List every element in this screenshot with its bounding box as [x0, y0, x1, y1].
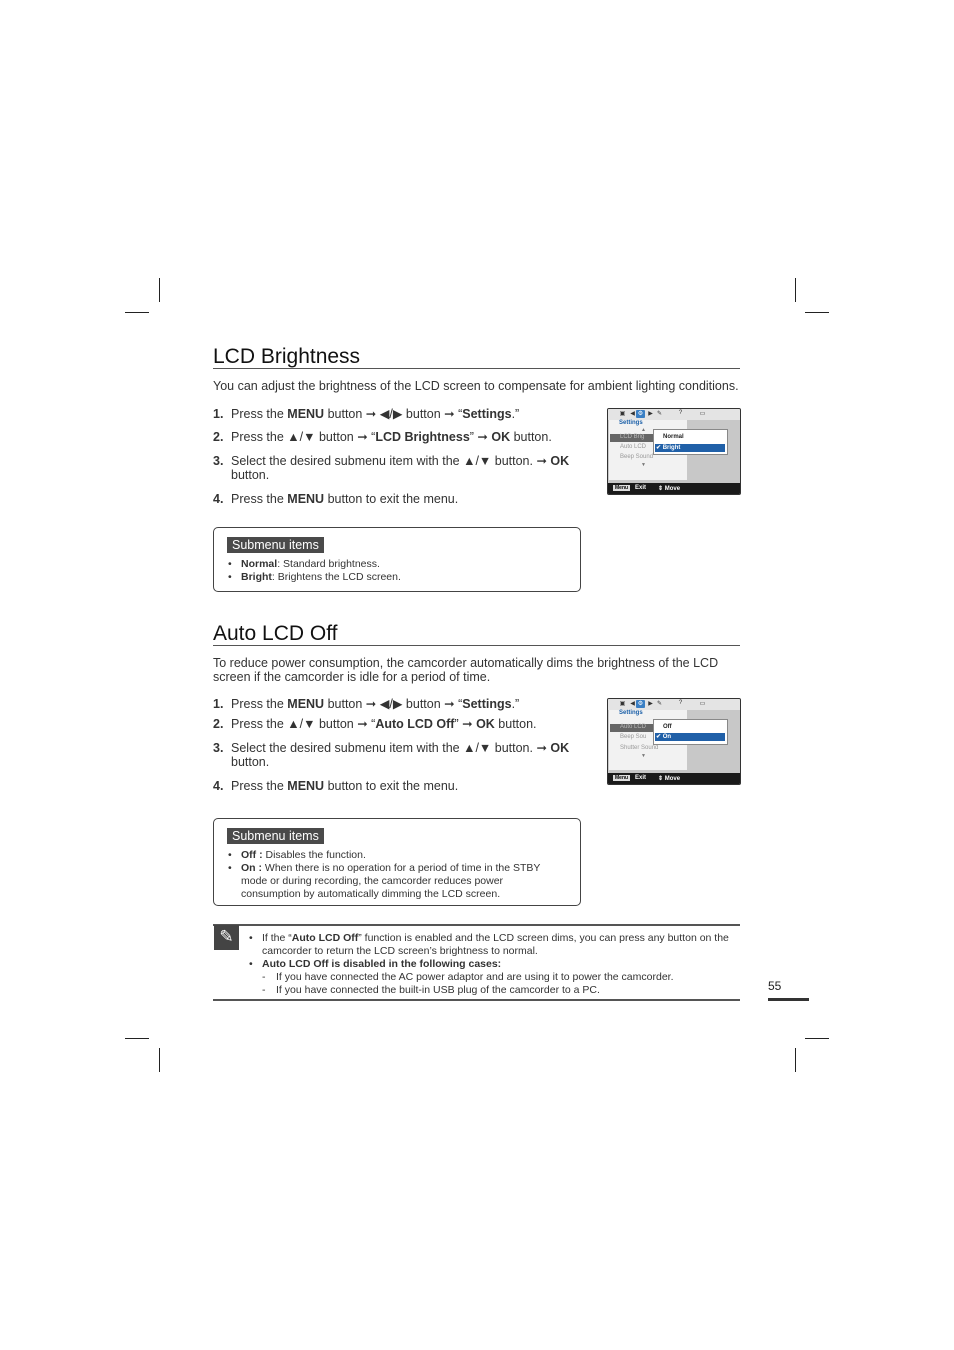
submenu-item: • Off : Disables the function.	[228, 849, 558, 862]
note-bullet: • Auto LCD Off is disabled in the following cases:	[249, 958, 739, 971]
crop-mark	[159, 1048, 160, 1072]
menu-item: Auto LCD	[610, 724, 664, 732]
camera-icon: ▣	[619, 411, 626, 417]
settings-icon: ⚙	[637, 411, 644, 417]
page-number-bar	[768, 998, 809, 1001]
menu-title: Settings	[619, 420, 643, 426]
crop-mark	[795, 278, 796, 302]
menu-title: Settings	[619, 710, 643, 716]
page-number: 55	[768, 979, 782, 993]
crop-mark	[805, 312, 829, 313]
bottom-bar	[608, 773, 740, 784]
crop-mark	[125, 1038, 149, 1039]
info-icon: ?	[678, 700, 683, 706]
battery-icon: ▭	[699, 411, 706, 417]
section-title: LCD Brightness	[213, 345, 361, 368]
settings-icon: ⚙	[637, 701, 644, 707]
info-icon: ?	[678, 410, 683, 416]
submenu-title: Submenu items	[227, 828, 324, 844]
crop-mark	[159, 278, 160, 302]
left-arrow-icon: ◀	[630, 411, 635, 417]
popup-item-selected: ✔ On	[655, 733, 725, 741]
note-text	[249, 932, 739, 997]
scroll-up-icon: ▲	[641, 427, 646, 433]
scroll-down-icon: ▼	[641, 462, 646, 468]
scroll-down-icon: ▼	[641, 753, 646, 759]
menu-key: Menu	[615, 485, 629, 491]
crop-mark	[805, 1038, 829, 1039]
crop-mark	[795, 1048, 796, 1072]
menu-item: Beep Sound	[620, 454, 654, 460]
title-rule	[213, 368, 740, 369]
popup-item: Off	[663, 724, 672, 730]
edit-icon: ✎	[656, 411, 663, 417]
popup-item-selected: ✔ Bright	[655, 444, 725, 452]
exit-label: Exit	[635, 775, 647, 781]
section-intro: To reduce power consumption, the camcorder automatically dims the brightness of the LCD screen if the camcorder is idle for a period of time.	[213, 656, 719, 684]
menu-tabs	[608, 699, 740, 710]
menu-item: Beep Sou	[620, 734, 647, 740]
move-label: ⇕ Move	[658, 486, 681, 492]
move-label: ⇕ Move	[658, 776, 681, 782]
camcorder-screen	[607, 408, 741, 495]
battery-icon: ▭	[699, 701, 706, 707]
camera-icon: ▣	[619, 701, 626, 707]
note-dash: - If you have connected the built-in USB plug of the camcorder to a PC.	[249, 984, 739, 997]
submenu-title: Submenu items	[227, 537, 324, 553]
note-dash: - If you have connected the AC power adaptor and are using it to power the camcorder.	[249, 971, 739, 984]
right-arrow-icon: ▶	[648, 411, 653, 417]
submenu-item: • On : When there is no operation for a period of time in the STBY mode or during recording, the camcorder reduces power consumption by automatically dimming the LCD screen.	[228, 862, 541, 901]
crop-mark	[125, 312, 149, 313]
left-arrow-icon: ◀	[630, 701, 635, 707]
menu-item: Shutter Sound	[620, 745, 659, 751]
submenu-popup	[653, 429, 728, 455]
menu-item: Auto LCD	[620, 444, 647, 450]
bottom-bar	[608, 483, 740, 494]
title-rule	[213, 645, 740, 646]
section-title: Auto LCD Off	[213, 622, 338, 645]
menu-tabs	[608, 409, 740, 420]
note-bullet: • If the “Auto LCD Off” function is enabled and the LCD screen dims, you can press any button on the camcorder to return the LCD screen’s brightness to normal.	[249, 932, 739, 958]
submenu-box	[213, 527, 581, 592]
exit-label: Exit	[635, 485, 647, 491]
submenu-popup	[653, 719, 728, 745]
submenu-item: • Normal: Standard brightness.	[228, 558, 401, 571]
submenu-item: • Bright: Brightens the LCD screen.	[228, 571, 401, 584]
right-arrow-icon: ▶	[648, 701, 653, 707]
note-icon: ✎	[214, 925, 239, 950]
note-bottom-rule	[213, 999, 740, 1001]
section-intro: You can adjust the brightness of the LCD screen to compensate for ambient lighting conditions.	[213, 379, 739, 393]
edit-icon: ✎	[656, 701, 663, 707]
note-top-rule	[213, 924, 740, 926]
submenu-box	[213, 818, 581, 906]
menu-item: LCD Brig	[610, 434, 664, 442]
popup-item: Normal	[663, 434, 684, 440]
camcorder-screen	[607, 698, 741, 785]
menu-key: Menu	[615, 775, 629, 781]
